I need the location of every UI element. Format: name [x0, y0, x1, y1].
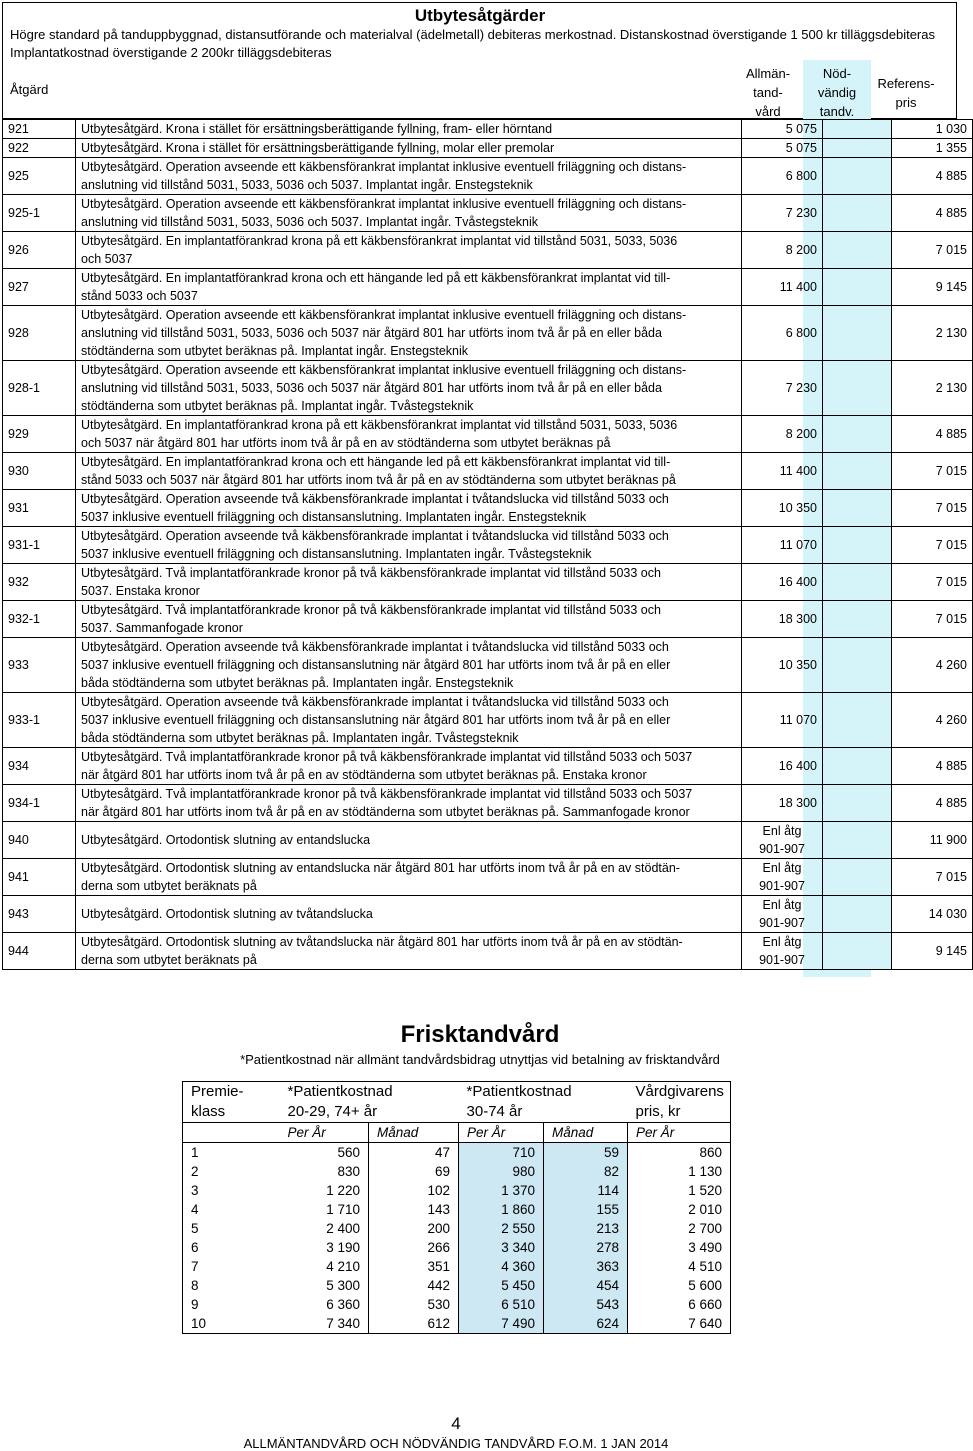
- row-description-line: stödtänderna som utbytet beräknas på. Implantat ingår. Tvåstegsteknik: [81, 399, 474, 413]
- row-description: [76, 139, 742, 158]
- table-row: [3, 822, 973, 859]
- row-allman-line: 901-907: [759, 879, 805, 893]
- row-allman-line: 901-907: [759, 916, 805, 930]
- row-nodvandig-price: [823, 361, 892, 416]
- row-allman-line: Enl åtg: [762, 824, 802, 838]
- row-description-line: anslutning vid tillstånd 5031, 5033, 5036 och 5037. Implantat ingår. Tvåstegsteknik: [81, 215, 539, 229]
- table-row: [3, 158, 973, 195]
- row-allman-price: [742, 933, 823, 970]
- frisk-cell-klass: 10: [191, 1316, 207, 1331]
- frisk-cell-patient-20-29-manad: 102: [369, 1181, 459, 1200]
- row-referens-price: 7 015: [892, 232, 973, 269]
- row-nodvandig-price: [823, 453, 892, 490]
- frisk-header-klass: Premie- klass: [191, 1083, 244, 1120]
- row-nodvandig-price: [823, 564, 892, 601]
- row-description-line: båda stödtänderna som utbytet beräknas på. Implantaten ingår. Enstegsteknik: [81, 676, 514, 690]
- page-title: Utbytesåtgärder: [414, 6, 546, 25]
- row-referens-price: 4 885: [892, 195, 973, 232]
- frisk-row: [183, 1295, 731, 1314]
- frisk-sub-manad-2: Månad: [544, 1123, 628, 1143]
- row-referens-price: 7 015: [892, 601, 973, 638]
- frisk-row: [183, 1314, 731, 1334]
- row-nodvandig-price: [823, 527, 892, 564]
- row-description-line: Utbytesåtgärd. Ortodontisk slutning av entandslucka: [81, 833, 371, 847]
- row-referens-price: 4 885: [892, 785, 973, 822]
- row-description-line: Utbytesåtgärd. Två implantatförankrade kronor på två käkbensförankrade implantat vid tillstånd 5033 och: [81, 603, 661, 617]
- frisk-cell-patient-30-74-manad: 278: [544, 1238, 628, 1257]
- frisk-title: Frisktandvård: [400, 1021, 560, 1048]
- row-description-line: Utbytesåtgärd. Operation avseende ett käkbensförankrat implantat inklusive eventuell friläggning och distans-: [81, 197, 687, 211]
- frisk-cell-patient-20-29-ar: 2 400: [326, 1221, 360, 1236]
- row-description: [76, 822, 742, 859]
- row-referens-price: 1 355: [892, 139, 973, 158]
- row-description-line: derna som utbytet beräknats på: [81, 879, 257, 893]
- frisk-row: [183, 1181, 731, 1200]
- frisk-cell-patient-20-29-ar: 1 220: [326, 1183, 360, 1198]
- table-row: [3, 693, 973, 748]
- row-allman-line: Enl åtg: [762, 898, 802, 912]
- row-referens-price: 2 130: [892, 306, 973, 361]
- row-nodvandig-price: [823, 693, 892, 748]
- row-code: 933-1: [3, 693, 76, 748]
- frisk-cell-patient-30-74-ar: 980: [459, 1162, 544, 1181]
- row-description-line: och 5037 när åtgärd 801 har utförts inom två år på en av stödtänderna som utbytet beräknas på: [81, 436, 611, 450]
- frisk-cell-klass: 8: [191, 1278, 199, 1293]
- row-description: [76, 527, 742, 564]
- row-allman-line: 901-907: [759, 953, 805, 967]
- frisk-cell-vardgivare-pris: 4 510: [628, 1257, 731, 1276]
- frisk-cell-patient-20-29-ar: 6 360: [326, 1297, 360, 1312]
- frisk-cell-patient-20-29-manad: 442: [369, 1276, 459, 1295]
- frisk-cell-vardgivare-pris: 2 700: [628, 1219, 731, 1238]
- row-description-line: 5037. Sammanfogade kronor: [81, 621, 243, 635]
- frisk-row: [183, 1143, 731, 1163]
- row-nodvandig-price: [823, 232, 892, 269]
- row-nodvandig-price: [823, 822, 892, 859]
- frisk-cell-patient-20-29-manad: 612: [369, 1314, 459, 1334]
- row-description-line: när åtgärd 801 har utförts inom två år på en av stödtänderna som utbytet beräknas på. Enstaka kronor: [81, 768, 647, 782]
- row-description-line: anslutning vid tillstånd 5031, 5033, 5036 och 5037 när åtgärd 801 har utförts inom två år på en eller båda: [81, 381, 662, 395]
- frisk-cell-patient-20-29-manad: 69: [369, 1162, 459, 1181]
- frisk-cell-patient-30-74-ar: 710: [459, 1143, 544, 1163]
- row-description-line: Utbytesåtgärd. Två implantatförankrade kronor på två käkbensförankrade implantat vid tillstånd 5033 och 5037: [81, 750, 693, 764]
- row-allman-price: 16 400: [742, 564, 823, 601]
- frisk-cell-vardgivare-pris: 1 130: [628, 1162, 731, 1181]
- frisk-cell-patient-20-29-ar: 4 210: [326, 1259, 360, 1274]
- table-row: [3, 195, 973, 232]
- row-description-line: Utbytesåtgärd. Ortodontisk slutning av entandslucka när åtgärd 801 har utförts inom två år på en av stödtän-: [81, 861, 680, 875]
- frisk-cell-patient-20-29-manad: 143: [369, 1200, 459, 1219]
- row-description-line: 5037 inklusive eventuell friläggning och distansanslutning. Implantaten ingår. Tvåstegsteknik: [81, 547, 592, 561]
- row-description-line: Utbytesåtgärd. Ortodontisk slutning av tvåtandslucka: [81, 907, 373, 921]
- note-2: Implantatkostnad överstigande 2 200kr tilläggsdebiteras: [10, 45, 332, 60]
- frisk-cell-vardgivare-pris: 5 600: [628, 1276, 731, 1295]
- row-description: [76, 601, 742, 638]
- row-code: 927: [3, 269, 76, 306]
- table-row: [3, 490, 973, 527]
- table-row: [3, 601, 973, 638]
- row-code: 928-1: [3, 361, 76, 416]
- frisk-header-30-74: *Patientkostnad 30-74 år: [466, 1083, 572, 1120]
- row-description: [76, 195, 742, 232]
- frisk-cell-patient-20-29-manad: 47: [369, 1143, 459, 1163]
- row-referens-price: 9 145: [892, 933, 973, 970]
- row-nodvandig-price: [823, 120, 892, 139]
- row-referens-price: 4 260: [892, 638, 973, 693]
- table-row: [3, 638, 973, 693]
- page-number: 4: [451, 1414, 461, 1433]
- frisk-row: [183, 1276, 731, 1295]
- frisk-row: [183, 1162, 731, 1181]
- row-description-line: Utbytesåtgärd. Operation avseende två käkbensförankrade implantat i tvåtandslucka vid tillstånd 5033 och: [81, 640, 669, 654]
- row-description: [76, 361, 742, 416]
- row-nodvandig-price: [823, 785, 892, 822]
- row-nodvandig-price: [823, 601, 892, 638]
- row-description-line: Utbytesåtgärd. Två implantatförankrade kronor på två käkbensförankrade implantat vid tillstånd 5033 och: [81, 566, 661, 580]
- header-allman: Allmän- tand- vård: [745, 66, 791, 119]
- frisk-row: [183, 1219, 731, 1238]
- footer: ALLMÄNTANDVÅRD OCH NÖDVÄNDIG TANDVÅRD F.O.M. 1 JAN 2014: [243, 1436, 669, 1451]
- row-description: [76, 748, 742, 785]
- frisk-note: *Patientkostnad när allmänt tandvårdsbidrag utnyttjas vid betalning av frisktandvård: [240, 1052, 720, 1067]
- row-allman-price: 11 070: [742, 693, 823, 748]
- row-nodvandig-price: [823, 748, 892, 785]
- row-nodvandig-price: [823, 416, 892, 453]
- frisk-row: [183, 1238, 731, 1257]
- row-description-line: när åtgärd 801 har utförts inom två år på en av stödtänderna som utbytet beräknas på. Sammanfogade kronor: [81, 805, 690, 819]
- row-description: [76, 120, 742, 139]
- frisk-cell-patient-30-74-manad: 155: [544, 1200, 628, 1219]
- row-description-line: anslutning vid tillstånd 5031, 5033, 5036 och 5037. Implantat ingår. Enstegsteknik: [81, 178, 533, 192]
- frisk-cell-patient-20-29-ar: 5 300: [326, 1278, 360, 1293]
- frisk-cell-patient-30-74-manad: 59: [544, 1143, 628, 1163]
- table-row: [3, 785, 973, 822]
- row-description: [76, 158, 742, 195]
- row-description-line: Utbytesåtgärd. En implantatförankrad krona och ett hängande led på ett käkbensförankrat implantat vid till-: [81, 455, 671, 469]
- row-allman-line: Enl åtg: [762, 861, 802, 875]
- row-allman-price: 11 070: [742, 527, 823, 564]
- row-nodvandig-price: [823, 933, 892, 970]
- row-allman-price: 18 300: [742, 785, 823, 822]
- row-description-line: Utbytesåtgärd. Operation avseende två käkbensförankrade implantat i tvåtandslucka vid tillstånd 5033 och: [81, 695, 669, 709]
- row-description-line: Utbytesåtgärd. En implantatförankrad krona på ett käkbensförankrat implantat vid tillstånd 5031, 5033, 5036: [81, 234, 678, 248]
- frisk-sub-perar-1: Per År: [280, 1123, 369, 1143]
- frisk-table: [182, 1081, 731, 1334]
- frisk-cell-vardgivare-pris: 2 010: [628, 1200, 731, 1219]
- frisk-cell-patient-30-74-manad: 543: [544, 1295, 628, 1314]
- row-code: 933: [3, 638, 76, 693]
- row-description-line: Utbytesåtgärd. Operation avseende ett käkbensförankrat implantat inklusive eventuell friläggning och distans-: [81, 363, 687, 377]
- row-nodvandig-price: [823, 859, 892, 896]
- frisk-cell-vardgivare-pris: 3 490: [628, 1238, 731, 1257]
- frisk-cell-patient-30-74-ar: 1 860: [459, 1200, 544, 1219]
- frisk-cell-klass: 2: [191, 1164, 199, 1179]
- row-description-line: Utbytesåtgärd. Ortodontisk slutning av tvåtandslucka när åtgärd 801 har utförts inom två år på en av stödtän-: [81, 935, 683, 949]
- frisk-header-pris: Vårdgivarens pris, kr: [635, 1083, 724, 1120]
- row-description-line: Utbytesåtgärd. Krona i stället för ersättningsberättigande fyllning, molar eller premolar: [81, 141, 555, 155]
- row-description-line: båda stödtänderna som utbytet beräknas på. Implantaten ingår. Tvåstegsteknik: [81, 731, 519, 745]
- row-description-line: Utbytesåtgärd. Operation avseende två käkbensförankrade implantat i tvåtandslucka vid tillstånd 5033 och: [81, 529, 669, 543]
- note-1: Högre standard på tanduppbyggnad, distansutförande och materialval (ädelmetall) debiteras merkostnad. Distanskostnad överstigande 1 500 kr tilläggsdebiteras: [10, 27, 935, 42]
- table-row: [3, 896, 973, 933]
- row-nodvandig-price: [823, 638, 892, 693]
- row-allman-price: 7 230: [742, 361, 823, 416]
- row-referens-price: 9 145: [892, 269, 973, 306]
- row-nodvandig-price: [823, 896, 892, 933]
- row-allman-price: 16 400: [742, 748, 823, 785]
- row-allman-price: 8 200: [742, 232, 823, 269]
- table-row: [3, 527, 973, 564]
- frisk-sub-perar-2: Per År: [459, 1123, 544, 1143]
- row-referens-price: 7 015: [892, 527, 973, 564]
- frisk-sub-manad-1: Månad: [369, 1123, 459, 1143]
- frisk-cell-klass: 4: [191, 1202, 199, 1217]
- row-description: [76, 896, 742, 933]
- row-description-line: stånd 5033 och 5037: [81, 289, 198, 303]
- row-code: 921: [3, 120, 76, 139]
- frisk-cell-klass: 9: [191, 1297, 199, 1312]
- row-code: 925: [3, 158, 76, 195]
- row-description: [76, 693, 742, 748]
- row-allman-price: 6 800: [742, 306, 823, 361]
- frisk-cell-patient-30-74-manad: 114: [544, 1181, 628, 1200]
- row-description-line: Utbytesåtgärd. Operation avseende två käkbensförankrade implantat i tvåtandslucka vid tillstånd 5033 och: [81, 492, 669, 506]
- row-nodvandig-price: [823, 306, 892, 361]
- row-allman-price: 10 350: [742, 638, 823, 693]
- row-code: 931: [3, 490, 76, 527]
- row-allman-price: 11 400: [742, 453, 823, 490]
- table-row: [3, 564, 973, 601]
- row-description: [76, 785, 742, 822]
- row-allman-price: 6 800: [742, 158, 823, 195]
- frisk-cell-patient-20-29-ar: 830: [337, 1164, 360, 1179]
- row-description-line: stödtänderna som utbytet beräknas på. Implantat ingår. Enstegsteknik: [81, 344, 469, 358]
- frisk-cell-vardgivare-pris: 860: [628, 1143, 731, 1163]
- row-description: [76, 859, 742, 896]
- row-description-line: Utbytesåtgärd. Två implantatförankrade kronor på två käkbensförankrade implantat vid tillstånd 5033 och 5037: [81, 787, 693, 801]
- row-allman-price: 8 200: [742, 416, 823, 453]
- row-referens-price: 7 015: [892, 453, 973, 490]
- frisk-cell-klass: 5: [191, 1221, 199, 1236]
- frisk-cell-vardgivare-pris: 6 660: [628, 1295, 731, 1314]
- row-allman-price: [742, 859, 823, 896]
- row-code: 934-1: [3, 785, 76, 822]
- row-code: 928: [3, 306, 76, 361]
- row-code: 932-1: [3, 601, 76, 638]
- row-referens-price: 2 130: [892, 361, 973, 416]
- utbytes-table: [2, 119, 973, 970]
- row-code: 940: [3, 822, 76, 859]
- row-description-line: 5037 inklusive eventuell friläggning och distansanslutning när åtgärd 801 har utförts inom två år på en eller: [81, 658, 671, 672]
- frisk-sub-empty: [183, 1123, 280, 1143]
- row-allman-price: [742, 822, 823, 859]
- frisk-cell-patient-20-29-ar: 7 340: [326, 1316, 360, 1331]
- row-code: 943: [3, 896, 76, 933]
- table-row: [3, 453, 973, 490]
- row-code: 930: [3, 453, 76, 490]
- row-allman-price: 5 075: [742, 120, 823, 139]
- row-allman-price: [742, 896, 823, 933]
- frisk-cell-patient-20-29-manad: 200: [369, 1219, 459, 1238]
- table-row: [3, 269, 973, 306]
- row-description: [76, 306, 742, 361]
- frisk-cell-klass: 3: [191, 1183, 199, 1198]
- row-code: 922: [3, 139, 76, 158]
- row-allman-line: Enl åtg: [762, 935, 802, 949]
- header-atgard: Åtgärd: [10, 82, 49, 97]
- table-row: [3, 416, 973, 453]
- frisk-cell-patient-20-29-ar: 560: [337, 1145, 360, 1160]
- row-referens-price: 1 030: [892, 120, 973, 139]
- row-allman-price: 5 075: [742, 139, 823, 158]
- frisk-cell-klass: 7: [191, 1259, 199, 1274]
- row-referens-price: 11 900: [892, 822, 973, 859]
- table-row: [3, 306, 973, 361]
- row-referens-price: 4 885: [892, 748, 973, 785]
- table-row: [3, 232, 973, 269]
- frisk-cell-patient-30-74-ar: 6 510: [459, 1295, 544, 1314]
- frisk-cell-klass: 6: [191, 1240, 199, 1255]
- frisk-cell-vardgivare-pris: 7 640: [628, 1314, 731, 1334]
- frisk-row: [183, 1200, 731, 1219]
- frisk-cell-patient-20-29-manad: 266: [369, 1238, 459, 1257]
- row-description-line: 5037. Enstaka kronor: [81, 584, 200, 598]
- frisk-cell-patient-30-74-ar: 5 450: [459, 1276, 544, 1295]
- row-description: [76, 490, 742, 527]
- row-description-line: Utbytesåtgärd. En implantatförankrad krona och ett hängande led på ett käkbensförankrat implantat vid till-: [81, 271, 671, 285]
- row-description: [76, 564, 742, 601]
- frisk-header-20-29: *Patientkostnad 20-29, 74+ år: [287, 1083, 393, 1120]
- frisk-cell-patient-20-29-ar: 3 190: [326, 1240, 360, 1255]
- frisk-cell-klass: 1: [191, 1145, 199, 1160]
- row-nodvandig-price: [823, 158, 892, 195]
- header-referens: Referens- pris: [877, 76, 935, 110]
- row-description: [76, 416, 742, 453]
- row-description-line: derna som utbytet beräknats på: [81, 953, 257, 967]
- row-code: 934: [3, 748, 76, 785]
- row-description-line: 5037 inklusive eventuell friläggning och distansanslutning när åtgärd 801 har utförts inom två år på en eller: [81, 713, 671, 727]
- row-referens-price: 14 030: [892, 896, 973, 933]
- row-description: [76, 453, 742, 490]
- frisk-cell-patient-30-74-manad: 454: [544, 1276, 628, 1295]
- row-allman-price: 7 230: [742, 195, 823, 232]
- frisk-cell-patient-30-74-ar: 3 340: [459, 1238, 544, 1257]
- row-description-line: och 5037: [81, 252, 133, 266]
- row-code: 925-1: [3, 195, 76, 232]
- row-nodvandig-price: [823, 269, 892, 306]
- row-allman-price: 11 400: [742, 269, 823, 306]
- header-nodvandig: Nöd- vändig tandv.: [817, 66, 857, 119]
- row-description: [76, 269, 742, 306]
- row-referens-price: 7 015: [892, 859, 973, 896]
- frisk-sub-perar-3: Per År: [628, 1123, 731, 1143]
- frisk-cell-patient-20-29-manad: 530: [369, 1295, 459, 1314]
- frisk-cell-patient-30-74-ar: 4 360: [459, 1257, 544, 1276]
- table-row: [3, 361, 973, 416]
- row-code: 929: [3, 416, 76, 453]
- frisk-cell-patient-30-74-ar: 7 490: [459, 1314, 544, 1334]
- row-referens-price: 4 885: [892, 416, 973, 453]
- row-allman-price: 18 300: [742, 601, 823, 638]
- table-row: [3, 139, 973, 158]
- frisk-cell-patient-30-74-manad: 213: [544, 1219, 628, 1238]
- row-code: 931-1: [3, 527, 76, 564]
- frisk-cell-patient-20-29-manad: 351: [369, 1257, 459, 1276]
- table-row: [3, 859, 973, 896]
- row-nodvandig-price: [823, 195, 892, 232]
- frisk-cell-patient-30-74-manad: 363: [544, 1257, 628, 1276]
- row-nodvandig-price: [823, 139, 892, 158]
- row-referens-price: 4 260: [892, 693, 973, 748]
- row-code: 926: [3, 232, 76, 269]
- row-description-line: Utbytesåtgärd. Operation avseende ett käkbensförankrat implantat inklusive eventuell friläggning och distans-: [81, 308, 687, 322]
- row-referens-price: 7 015: [892, 490, 973, 527]
- frisk-cell-patient-20-29-ar: 1 710: [326, 1202, 360, 1217]
- frisk-cell-patient-30-74-manad: 624: [544, 1314, 628, 1334]
- row-description-line: anslutning vid tillstånd 5031, 5033, 5036 och 5037 när åtgärd 801 har utförts inom två år på en eller båda: [81, 326, 662, 340]
- row-description-line: stånd 5033 och 5037 när åtgärd 801 har utförts inom två år på en av stödtänderna som utbytet beräknas på: [81, 473, 676, 487]
- frisk-cell-patient-30-74-ar: 2 550: [459, 1219, 544, 1238]
- table-row: [3, 933, 973, 970]
- row-code: 932: [3, 564, 76, 601]
- row-referens-price: 4 885: [892, 158, 973, 195]
- frisk-row: [183, 1257, 731, 1276]
- row-description-line: Utbytesåtgärd. Krona i stället för ersättningsberättigande fyllning, fram- eller hörntand: [81, 122, 553, 136]
- row-code: 941: [3, 859, 76, 896]
- frisk-cell-vardgivare-pris: 1 520: [628, 1181, 731, 1200]
- frisk-cell-patient-30-74-ar: 1 370: [459, 1181, 544, 1200]
- row-description: [76, 933, 742, 970]
- row-allman-price: 10 350: [742, 490, 823, 527]
- row-description-line: Utbytesåtgärd. En implantatförankrad krona på ett käkbensförankrat implantat vid tillstånd 5031, 5033, 5036: [81, 418, 678, 432]
- row-allman-line: 901-907: [759, 842, 805, 856]
- row-description-line: 5037 inklusive eventuell friläggning och distansanslutning. Implantaten ingår. Enstegsteknik: [81, 510, 587, 524]
- table-row: [3, 120, 973, 139]
- row-description: [76, 232, 742, 269]
- frisk-cell-patient-30-74-manad: 82: [544, 1162, 628, 1181]
- row-description-line: Utbytesåtgärd. Operation avseende ett käkbensförankrat implantat inklusive eventuell friläggning och distans-: [81, 160, 687, 174]
- row-description: [76, 638, 742, 693]
- row-nodvandig-price: [823, 490, 892, 527]
- row-referens-price: 7 015: [892, 564, 973, 601]
- row-code: 944: [3, 933, 76, 970]
- table-row: [3, 748, 973, 785]
